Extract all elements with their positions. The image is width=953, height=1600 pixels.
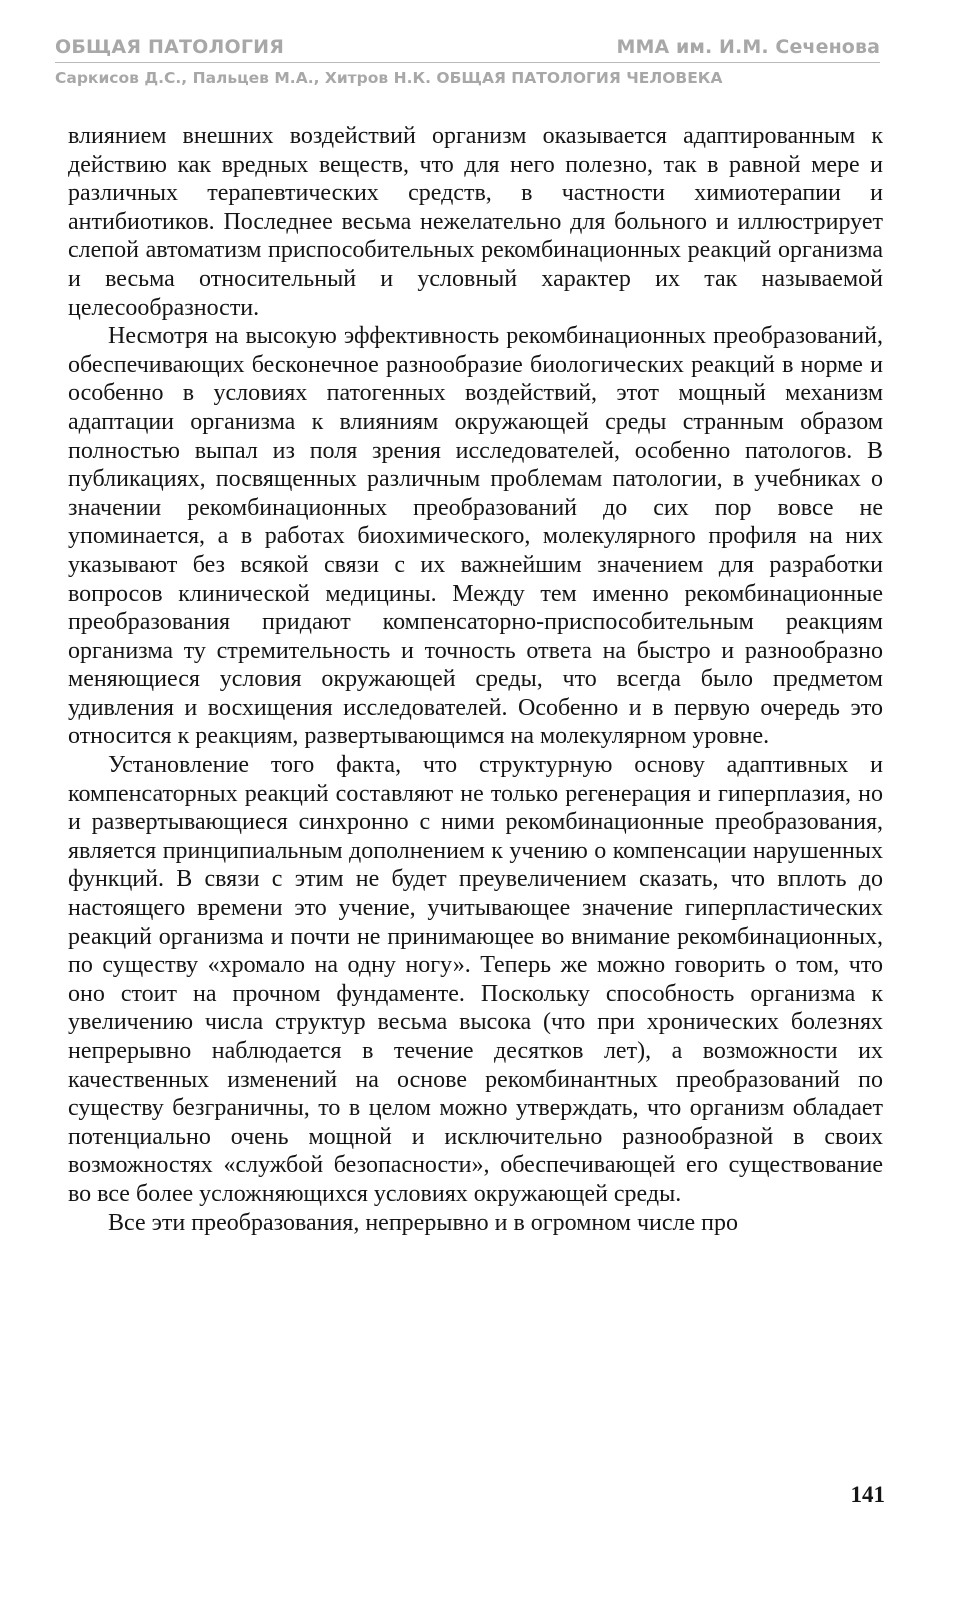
paragraph: Установление того факта, что структурную основу адаптивных и компенсаторных реакций составляют не только регенерация и гиперплазия, но и развертывающиеся синхронно с ними рекомбинационные преобразования, является принципиальным дополнением к учению о компенсации нарушенных функций. В связи с этим не будет преувеличением сказать, что вплоть до настоящего времени это учение, учитывающее значение гиперпластических реакций организма и почти не принимающее во внимание рекомбинационных, по существу «хромало на одну ногу». Теперь же можно говорить о том, что оно стоит на прочном фундаменте. Поскольку способность организма к увеличению числа структур весьма высока (что при хронических болезнях непрерывно наблюдается в течение десятков лет), а возможности их качественных изменений на основе рекомбинантных преобразований по существу безграничны, то в целом можно утверждать, что организм обладает потенциально очень мощной и исключительно разнообразной в своих возможностях «службой безопасности», обеспечивающей его существование во все более усложняющихся условиях окружающей среды. [68,752,883,1207]
running-header [55,36,880,87]
page-number: 141 [850,1482,885,1507]
paragraph: Несмотря на высокую эффективность рекомбинационных преобразований, обеспечивающих бесконечное разнообразие биологических реакций в норме и особенно в условиях патогенных воздействий, этот мощный механизм адаптации организма к влияниям окружающей среды странным образом полностью выпал из поля зрения исследователей, особенно патологов. В публикациях, посвященных различным проблемам патологии, в учебниках о значении рекомбинационных преобразований до сих пор вовсе не упоминается, а в работах биохимического, молекулярного профиля на них указывают без всякой связи с их важнейшим значением для разработки вопросов клинической медицины. Между тем именно рекомбинационные преобразования придают компенсаторно-приспособительным реакциям организма ту стремительность и точность ответа на быстро и разнообразно меняющиеся условия окружающей среды, что всегда было предметом удивления и восхищения исследователей. Особенно и в первую очередь это относится к реакциям, развертывающимся на молекулярном уровне. [68,323,883,750]
paragraph-truncated: Все эти преобразования, непрерывно и в огромном числе про [108,1209,738,1236]
header-section-title: ОБЩАЯ ПАТОЛОГИЯ [55,36,285,58]
paragraph-continued: влиянием внешних воздействий организм оказывается адаптированным к действию как вредных веществ, что для него полезно, так в равной мере и различных терапевтических средств, в частности химиотерапии и антибиотиков. Последнее весьма нежелательно для больного и иллюстрирует слепой автоматизм приспособительных рекомбинационных реакций организма и весьма относительный и условный характер их так называемой целесообразности. [68,123,883,321]
header-institution: ММА им. И.М. Сеченова [616,36,880,58]
header-rule [55,62,880,63]
header-top-row [55,36,880,62]
body-text [68,122,883,1237]
header-book-citation: Саркисов Д.С., Пальцев М.А., Хитров Н.К. ОБЩАЯ ПАТОЛОГИЯ ЧЕЛОВЕКА [55,69,723,87]
